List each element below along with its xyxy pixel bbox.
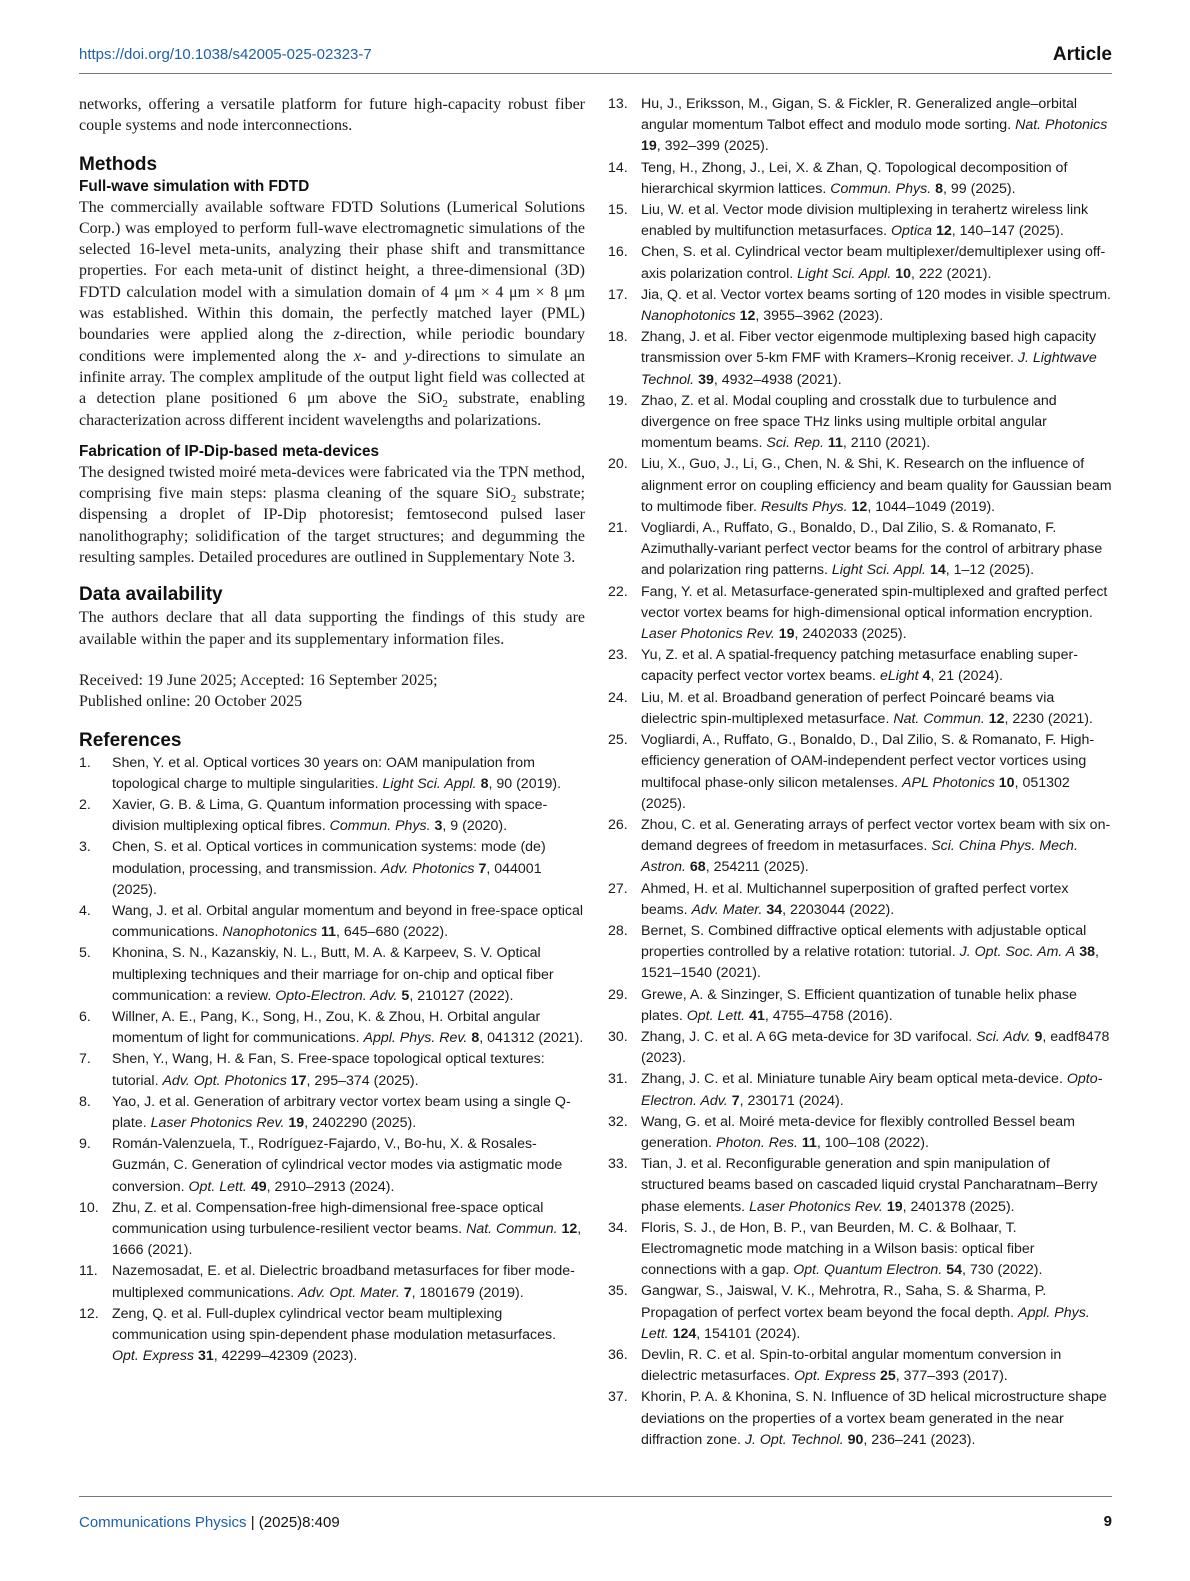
reference-number: 2. — [79, 796, 91, 813]
reference-text: Xavier, G. B. & Lima, G. Quantum information processing with space-division multiplexing optical fibres. Commun. Phys. 3, 9 (2020). — [112, 796, 548, 835]
reference-number: 18. — [608, 329, 628, 346]
reference-text: Khonina, S. N., Kazanskiy, N. L., Butt, M. A. & Karpeev, S. V. Optical multiplexing techniques and their marriage for on-chip and optical fiber communication: a review. Opto-Electron. Adv. 5, 210127 (2022). — [112, 945, 554, 1004]
reference-number: 8. — [79, 1093, 91, 1110]
reference-item — [79, 943, 585, 1007]
reference-item — [608, 985, 1114, 1027]
reference-text: Zhang, J. C. et al. Miniature tunable Airy beam optical meta-device. Opto-Electron. Adv. 7, 230171 (2024). — [641, 1071, 1103, 1109]
reference-text: Vogliardi, A., Ruffato, G., Bonaldo, D., Dal Zilio, S. & Romanato, F. High-efficiency generation of OAM-independent perfect vector vortices using multifocal phase-only silicon metalenses. APL Photonics 10, 051302 (2025). — [641, 732, 1095, 812]
reference-text: Román-Valenzuela, T., Rodríguez-Fajardo, V., Bo-hu, X. & Rosales-Guzmán, C. Generation of cylindrical vector modes via astigmatic mode conversion. Opt. Lett. 49, 2910–2913 (2024). — [112, 1136, 563, 1195]
reference-number: 14. — [608, 159, 628, 176]
reference-number: 10. — [79, 1199, 99, 1216]
reference-item — [608, 645, 1114, 687]
reference-text: Khorin, P. A. & Khonina, S. N. Influence of 3D helical microstructure shape deviations on the properties of a vortex beam generated in the near diffraction zone. J. Opt. Technol. 90, 236–241 (2023). — [641, 1389, 1107, 1448]
fabrication-subheading: Fabrication of IP-Dip-based meta-devices — [79, 442, 380, 460]
reference-text: Fang, Y. et al. Metasurface-generated spin-multiplexed and grafted perfect vector vortex beams for high-dimensional optical information encryption. Laser Photonics Rev. 19, 2402033 (2025). — [641, 583, 1108, 643]
reference-item — [608, 242, 1114, 284]
reference-text: Liu, W. et al. Vector mode division multiplexing in terahertz wireless link enabled by multifunction metasurfaces. Optica 12, 140–147 (2025). — [641, 202, 1089, 240]
reference-number: 35. — [608, 1283, 628, 1300]
footer-journal — [79, 1514, 340, 1531]
reference-item — [79, 1049, 585, 1091]
reference-number: 20. — [608, 456, 628, 473]
reference-item — [79, 1134, 585, 1198]
reference-text: Floris, S. J., de Hon, B. P., van Beurden, M. C. & Bolhaar, T. Electromagnetic mode matching in a Wilson basis: optical fiber connections with a gap. Opt. Quantum Electron. 54, 730 (2022). — [641, 1219, 1043, 1279]
reference-item — [79, 837, 585, 901]
reference-number: 29. — [608, 986, 628, 1003]
reference-number: 5. — [79, 945, 91, 962]
data-availability-paragraph: The authors declare that all data supporting the findings of this study are available within the paper and its supplementary information files. — [79, 609, 585, 648]
methods-heading: Methods — [79, 153, 158, 175]
reference-item — [608, 327, 1114, 391]
reference-item — [79, 1304, 585, 1368]
left-column — [79, 94, 585, 1367]
intro-tail: networks, offering a versatile platform for future high-capacity robust fiber couple systems and node interconnections. — [79, 96, 585, 135]
header-article-type: Article — [1052, 44, 1112, 65]
reference-text: Hu, J., Eriksson, M., Gigan, S. & Fickler, R. Generalized angle–orbital angular momentum Talbot effect and modulo mode sorting. Nat. Photonics 19, 392–399 (2025). — [641, 96, 1108, 155]
reference-item — [608, 730, 1114, 815]
reference-number: 1. — [79, 754, 91, 771]
reference-text: Chen, S. et al. Cylindrical vector beam multiplexer/demultiplexer using off-axis polarization control. Light Sci. Appl. 10, 222 (2021). — [641, 244, 1106, 282]
reference-text: Yu, Z. et al. A spatial-frequency patching metasurface enabling super-capacity perfect vector vortex beams. eLight 4, 21 (2024). — [641, 647, 1078, 685]
reference-number: 24. — [608, 689, 628, 706]
footer-rule — [79, 1496, 1112, 1497]
reference-number: 22. — [608, 583, 628, 600]
data-availability-heading: Data availability — [79, 584, 223, 606]
reference-item — [608, 582, 1114, 646]
reference-item — [608, 688, 1114, 730]
reference-number: 17. — [608, 286, 628, 303]
reference-number: 30. — [608, 1028, 628, 1045]
published-date: Published online: 20 October 2025 — [79, 693, 303, 711]
reference-item — [79, 1261, 585, 1303]
reference-text: Shen, Y. et al. Optical vortices 30 years on: OAM manipulation from topological charge to multiple singularities. Light Sci. Appl. 8, 90 (2019). — [112, 754, 562, 792]
reference-item — [608, 94, 1114, 158]
reference-number: 19. — [608, 392, 628, 409]
reference-text: Liu, M. et al. Broadband generation of perfect Poincaré beams via dielectric spin-multiplexed metasurface. Nat. Commun. 12, 2230 (2021). — [641, 689, 1093, 727]
reference-item — [79, 753, 585, 795]
reference-number: 21. — [608, 520, 628, 537]
reference-item — [608, 1112, 1114, 1154]
footer-citation: | (2025)8:409 — [246, 1514, 340, 1531]
reference-item — [608, 158, 1114, 200]
reference-item — [608, 1218, 1114, 1282]
reference-text: Grewe, A. & Sinzinger, S. Efficient quantization of tunable helix phase plates. Opt. Lett. 41, 4755–4758 (2016). — [641, 986, 1077, 1024]
reference-item — [608, 815, 1114, 879]
right-column — [608, 94, 1114, 1451]
reference-item — [79, 1007, 585, 1049]
reference-text: Liu, X., Guo, J., Li, G., Chen, N. & Shi, K. Research on the influence of alignment error on coupling efficiency and beam quality for Gaussian beam to multimode fiber. Results Phys. 12, 1044–1049 (2019). — [641, 456, 1112, 515]
reference-item — [608, 921, 1114, 985]
reference-text: Tian, J. et al. Reconfigurable generation and spin manipulation of structured beams based on cascaded liquid crystal Pancharatnam–Berry phase elements. Laser Photonics Rev. 19, 2401378 (2025). — [641, 1156, 1098, 1215]
reference-text: Zhang, J. C. et al. A 6G meta-device for 3D varifocal. Sci. Adv. 9, eadf8478 (2023). — [641, 1028, 1110, 1067]
reference-item — [608, 1387, 1114, 1451]
reference-number: 11. — [79, 1263, 98, 1280]
reference-text: Zhou, C. et al. Generating arrays of perfect vector vortex beam with six on-demand degrees of freedom in metasurfaces. Sci. China Phys. Mech. Astron. 68, 254211 (2025). — [641, 816, 1111, 876]
reference-number: 28. — [608, 922, 628, 939]
reference-text: Wang, G. et al. Moiré meta-device for flexibly controlled Bessel beam generation. Photon. Res. 11, 100–108 (2022). — [641, 1113, 1075, 1151]
reference-number: 33. — [608, 1156, 628, 1173]
fdtd-subheading: Full-wave simulation with FDTD — [79, 177, 310, 195]
references-heading: References — [79, 729, 182, 751]
reference-item — [608, 518, 1114, 582]
reference-text: Shen, Y., Wang, H. & Fan, S. Free-space topological optical textures: tutorial. Adv. Opt. Photonics 17, 295–374 (2025). — [112, 1051, 545, 1089]
reference-number: 4. — [79, 902, 91, 919]
reference-item — [608, 1345, 1114, 1387]
reference-number: 7. — [79, 1051, 91, 1068]
reference-item — [608, 1281, 1114, 1345]
fabrication-paragraph: The designed twisted moiré meta-devices were fabricated via the TPN method, comprising five main steps: plasma cleaning of the square SiO$_2$ substrate; dispensing a droplet of IP-Dip photoresist; femtosecond pulsed laser nanolithography; solidification of the target structures; and degumming the resulting samples. Detailed procedures are outlined in Supplementary Note 3. — [79, 463, 586, 567]
received-date: Received: 19 June 2025; Accepted: 16 September 2025; — [79, 671, 438, 689]
references-list-right — [608, 94, 1114, 1451]
reference-text: Willner, A. E., Pang, K., Song, H., Zou, K. & Zhou, H. Orbital angular momentum of light for communications. Appl. Phys. Rev. 8, 041312 (2021). — [112, 1008, 584, 1047]
header-rule — [79, 73, 1112, 74]
reference-text: Zeng, Q. et al. Full-duplex cylindrical vector beam multiplexing communication using spin-dependent phase modulation metasurfaces. Opt. Express 31, 42299–42309 (2023). — [112, 1305, 557, 1365]
reference-item — [79, 795, 585, 837]
references-list-left — [79, 753, 585, 1368]
reference-number: 27. — [608, 880, 628, 897]
reference-text: Gangwar, S., Jaiswal, V. K., Mehrotra, R., Saha, S. & Sharma, P. Propagation of perfect vortex beam beyond the focal depth. Appl. Phys. Lett. 124, 154101 (2024). — [641, 1283, 1090, 1342]
reference-number: 34. — [608, 1219, 628, 1236]
reference-text: Chen, S. et al. Optical vortices in communication systems: mode (de) modulation, processing, and transmission. Adv. Photonics 7, 044001 (2025). — [112, 839, 546, 898]
footer-page-number: 9 — [1103, 1513, 1112, 1530]
reference-text: Vogliardi, A., Ruffato, G., Bonaldo, D., Dal Zilio, S. & Romanato, F. Azimuthally-variant perfect vector beams for the control of arbitrary phase and polarization ring patterns. Light Sci. Appl. 14, 1–12 (2025). — [641, 520, 1103, 579]
reference-number: 36. — [608, 1346, 628, 1363]
reference-item — [79, 1198, 585, 1262]
reference-item — [608, 391, 1114, 455]
reference-number: 6. — [79, 1008, 91, 1025]
reference-number: 32. — [608, 1113, 628, 1130]
reference-item — [608, 1069, 1114, 1111]
reference-text: Nazemosadat, E. et al. Dielectric broadband metasurfaces for fiber mode-multiplexed communications. Adv. Opt. Mater. 7, 1801679 (2019). — [112, 1263, 575, 1301]
reference-text: Yao, J. et al. Generation of arbitrary vector vortex beam using a single Q-plate. Laser Photonics Rev. 19, 2402290 (2025). — [112, 1093, 571, 1131]
reference-number: 26. — [608, 816, 628, 833]
reference-item — [79, 1092, 585, 1134]
reference-text: Teng, H., Zhong, J., Lei, X. & Zhan, Q. Topological decomposition of hierarchical skyrmion lattices. Commun. Phys. 8, 99 (2025). — [641, 159, 1068, 197]
reference-item — [79, 901, 585, 943]
reference-number: 16. — [608, 244, 628, 261]
header-doi-link[interactable]: https://doi.org/10.1038/s42005-025-02323-7 — [79, 46, 372, 63]
reference-item — [608, 879, 1114, 921]
reference-item — [608, 200, 1114, 242]
reference-text: Jia, Q. et al. Vector vortex beams sorting of 120 modes in visible spectrum. Nanophotonics 12, 3955–3962 (2023). — [641, 286, 1111, 325]
reference-number: 23. — [608, 647, 628, 664]
reference-number: 3. — [79, 839, 91, 856]
reference-number: 25. — [608, 732, 628, 749]
reference-text: Zhang, J. et al. Fiber vector eigenmode multiplexing based high capacity transmission over 5-km FMF with Kramers–Kronig receiver. J. Lightwave Technol. 39, 4932–4938 (2021). — [641, 329, 1097, 388]
reference-text: Devlin, R. C. et al. Spin-to-orbital angular momentum conversion in dielectric metasurfaces. Opt. Express 25, 377–393 (2017). — [641, 1346, 1062, 1385]
reference-text: Zhu, Z. et al. Compensation-free high-dimensional free-space optical communication using turbulence-resilient vector beams. Nat. Commun. 12, 1666 (2021). — [112, 1199, 582, 1259]
reference-number: 12. — [79, 1305, 99, 1322]
reference-number: 9. — [79, 1136, 91, 1153]
reference-number: 15. — [608, 202, 628, 219]
reference-item — [608, 1027, 1114, 1069]
reference-number: 13. — [608, 96, 628, 112]
fdtd-paragraph: The commercially available software FDTD Solutions (Lumerical Solutions Corp.) was employed to perform full-wave electromagnetic simulations of the selected 16-level meta-units, analyzing their phase shift and transmittance properties. For each meta-unit of distinct height, a three-dimensional (3D) FDTD calculation model with a simulation domain of 4 μm × 4 μm × 8 μm was established. Within this domain, the perfectly matched layer (PML) boundaries were applied along the z-direction, while periodic boundary conditions were implemented along the x- and y-directions to simulate an infinite array. The complex amplitude of the output light field was collected at a detection plane positioned 6 μm above the SiO$_2$ substrate, enabling characterization across different incident wavelengths and polarizations. — [79, 198, 586, 429]
footer-journal-name[interactable]: Communications Physics — [79, 1514, 247, 1531]
reference-text: Zhao, Z. et al. Modal coupling and crosstalk due to turbulence and divergence on free space THz links using multiple orbital angular momentum beams. Sci. Rep. 11, 2110 (2021). — [641, 392, 1057, 452]
reference-text: Bernet, S. Combined diffractive optical elements with adjustable optical properties controlled by a relative rotation: tutorial. J. Opt. Soc. Am. A 38, 1521–1540 (2021). — [641, 922, 1099, 982]
dates-block — [79, 670, 585, 713]
reference-item — [608, 1154, 1114, 1218]
reference-item — [608, 285, 1114, 327]
reference-text: Ahmed, H. et al. Multichannel superposition of grafted perfect vortex beams. Adv. Mater. 34, 2203044 (2022). — [641, 880, 1069, 918]
reference-number: 37. — [608, 1389, 628, 1406]
reference-text: Wang, J. et al. Orbital angular momentum and beyond in free-space optical communications. Nanophotonics 11, 645–680 (2022). — [112, 902, 584, 941]
reference-item — [608, 454, 1114, 518]
reference-number: 31. — [608, 1071, 628, 1088]
